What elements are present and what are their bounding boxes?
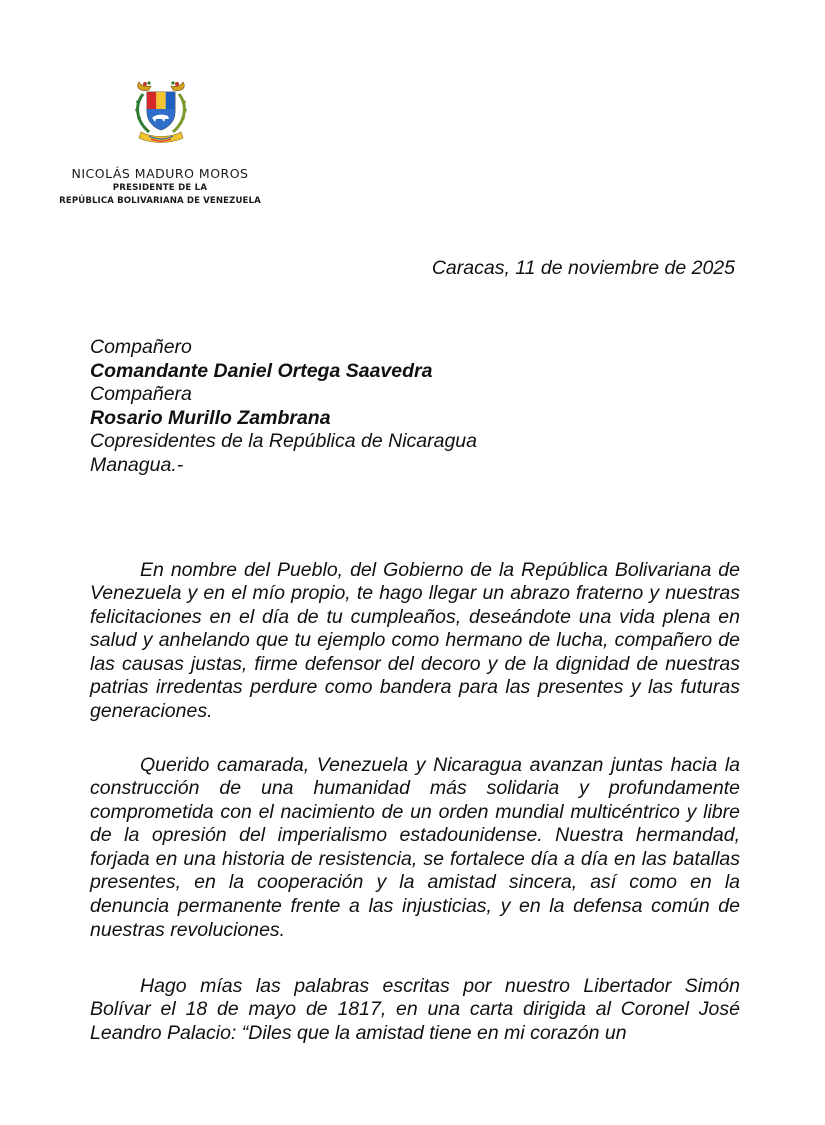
sender-name: NICOLÁS MADURO MOROS bbox=[71, 166, 249, 181]
recipient-name-2: Rosario Murillo Zambrana bbox=[90, 406, 331, 429]
paragraph-1: En nombre del Pueblo, del Gobierno de la República Bolivariana de Venezuela y en el mío propio, te hago llegar un abrazo fraterno y nuestras felicitaciones en el día de tu cumpleaños, deseándote una vida plena en salud y anhelando que tu ejemplo como hermano de lucha, compañero de las causas justas, firme defensor del decoro y de la dignidad de nuestras patrias irredentas perdure como bandera para las presentes y las futuras generaciones. bbox=[90, 558, 740, 723]
sender-title: PRESIDENTE DE LA bbox=[112, 183, 208, 193]
sender-country: REPÚBLICA BOLIVARIANA DE VENEZUELA bbox=[59, 196, 261, 206]
letter-date: Caracas, 11 de noviembre de 2025 bbox=[431, 257, 735, 279]
recipient-salutation-2: Compañera bbox=[90, 383, 192, 406]
recipient-city: Managua.- bbox=[90, 453, 184, 476]
paragraph-2: Querido camarada, Venezuela y Nicaragua avanzan juntas hacia la construcción de una humanidad más solidaria y profundamente comprometida con el nacimiento de un orden mundial multicéntrico y libre de la opresión del imperialismo estadounidense. Nuestra hermandad, forjada en una historia de resistencia, se fortalece día a día en las batallas presentes, en la cooperación y la amistad sincera, así como en la denuncia permanente frente a las injusticias, y en la defensa común de nuestras revoluciones. bbox=[90, 753, 740, 941]
recipient-name-1: Comandante Daniel Ortega Saavedra bbox=[90, 359, 433, 382]
paragraph-3: Hago mías las palabras escritas por nuestro Libertador Simón Bolívar el 18 de mayo de 1817, en una carta dirigida al Coronel José Leandro Palacio: “Diles que la amistad tiene en mi corazón un bbox=[90, 974, 740, 1044]
letterhead bbox=[55, 165, 265, 208]
recipient-title: Copresidentes de la República de Nicaragua bbox=[90, 430, 477, 453]
venezuela-coat-of-arms-icon bbox=[125, 78, 197, 146]
recipient-block bbox=[90, 336, 690, 478]
recipient-salutation-1: Compañero bbox=[90, 336, 192, 358]
